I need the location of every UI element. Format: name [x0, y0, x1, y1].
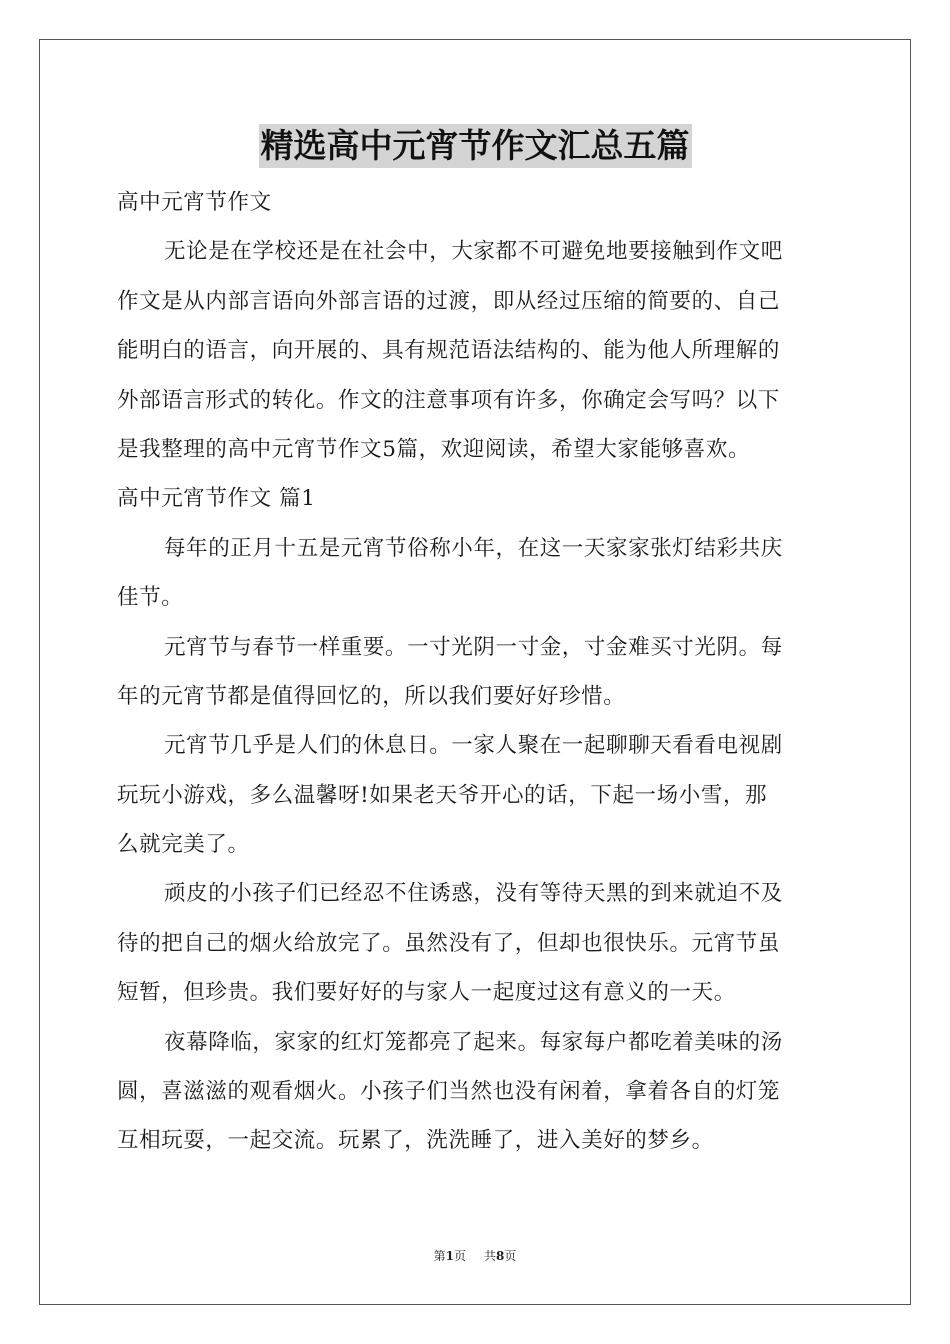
section-heading: 高中元宵节作文 篇1 — [117, 486, 316, 512]
body-line: 高中元宵节作文 — [117, 190, 272, 215]
title-container — [0, 124, 950, 168]
body-line: 佳节。 — [117, 585, 184, 611]
body-line: 顽皮的小孩子们已经忍不住诱惑，没有等待天黑的到来就迫不及 — [164, 881, 783, 907]
body-line: 短暂，但珍贵。我们要好好的与家人一起度过这有意义的一天。 — [117, 980, 736, 1006]
page-footer — [0, 1247, 950, 1264]
body-line: 圆，喜滋滋的观看烟火。小孩子们当然也没有闲着，拿着各自的灯笼 — [117, 1079, 781, 1105]
body-line: 无论是在学校还是在社会中，大家都不可避免地要接触到作文吧 — [164, 239, 783, 265]
body-line: 外部语言形式的转化。作文的注意事项有许多，你确定会写吗？以下 — [117, 387, 781, 413]
footer-total-prefix: 共 — [484, 1249, 497, 1263]
document-title: 精选高中元宵节作文汇总五篇 — [259, 124, 692, 168]
body-line: 元宵节几乎是人们的休息日。一家人聚在一起聊聊天看看电视剧 — [164, 733, 783, 759]
body-line: 互相玩耍，一起交流。玩累了，洗洗睡了，进入美好的梦乡。 — [117, 1128, 714, 1154]
body-line: 是我整理的高中元宵节作文5篇，欢迎阅读，希望大家能够喜欢。 — [117, 436, 751, 462]
footer-page-number: 1 — [445, 1249, 454, 1263]
body-line: 玩玩小游戏，多么温馨呀!如果老天爷开心的话，下起一场小雪，那 — [117, 782, 768, 808]
footer-page-suffix: 页 — [453, 1249, 466, 1263]
body-line: 待的把自己的烟火给放完了。虽然没有了，但却也很快乐。元宵节虽 — [117, 930, 781, 956]
body-line: 元宵节与春节一样重要。一寸光阴一寸金，寸金难买寸光阴。每 — [164, 634, 783, 660]
body-line: 夜幕降临，家家的红灯笼都亮了起来。每家每户都吃着美味的汤 — [164, 1029, 783, 1055]
body-line: 年的元宵节都是值得回忆的，所以我们要好好珍惜。 — [117, 683, 626, 709]
footer-total-suffix: 页 — [504, 1249, 517, 1263]
footer-total-pages: 8 — [496, 1249, 505, 1263]
body-line: 能明白的语言，向开展的、具有规范语法结构的、能为他人所理解的 — [117, 338, 781, 364]
body-line: 么就完美了。 — [117, 832, 250, 858]
body-line: 每年的正月十五是元宵节俗称小年，在这一天家家张灯结彩共庆 — [164, 535, 783, 561]
footer-page-prefix: 第 — [433, 1249, 446, 1263]
body-line: 作文是从内部言语向外部言语的过渡，即从经过压缩的简要的、自己 — [117, 288, 781, 314]
document-body — [117, 178, 833, 1166]
